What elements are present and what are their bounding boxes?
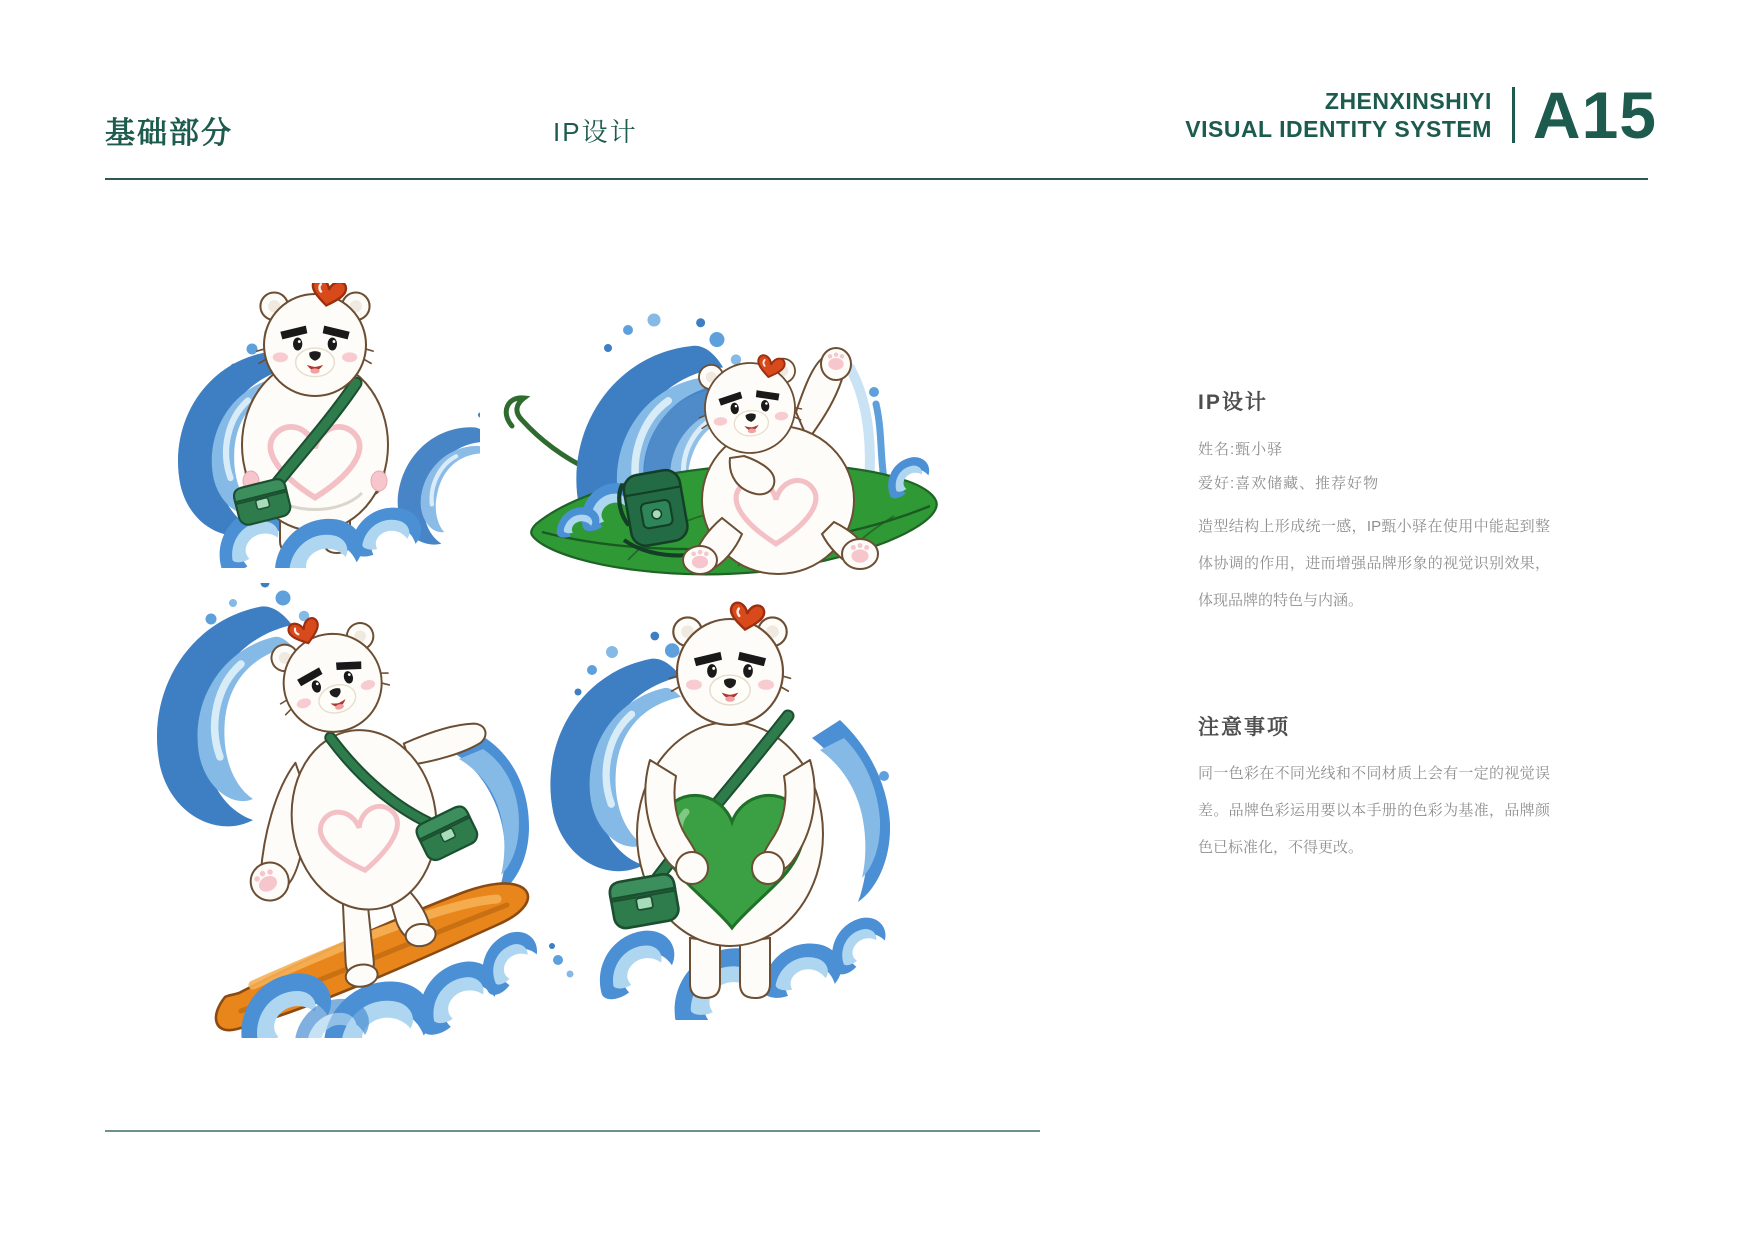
page-code: A15 bbox=[1532, 78, 1657, 152]
leaf-stem bbox=[506, 398, 590, 470]
bear-face-icon bbox=[265, 619, 400, 745]
notice-section-heading: 注意事项 bbox=[1198, 716, 1290, 739]
footer-divider-line bbox=[105, 1130, 1040, 1132]
section-label: 基础部分 bbox=[105, 117, 233, 150]
info-panel bbox=[1198, 390, 1550, 866]
mascot-surfing-illustration bbox=[145, 583, 545, 1038]
notice-description: 同一色彩在不同光线和不同材质上会有一定的视觉误差。品牌色彩运用要以本手册的色彩为基准，品牌颜色已标准化，不得更改。 bbox=[1198, 765, 1550, 856]
brand-block bbox=[1185, 78, 1657, 152]
messenger-bag-icon bbox=[608, 873, 680, 930]
mascot-standing-illustration bbox=[150, 283, 480, 568]
brand-name: ZHENXINSHIYI bbox=[1324, 88, 1492, 114]
page-title: IP设计 bbox=[553, 117, 638, 147]
mascot-green-heart-illustration bbox=[540, 570, 915, 1020]
brand-names bbox=[1185, 87, 1492, 143]
brand-subtitle: VISUAL IDENTITY SYSTEM bbox=[1185, 116, 1492, 142]
mascot-leaf-illustration bbox=[478, 308, 948, 613]
bear-face-icon bbox=[670, 617, 791, 725]
ip-description: 造型结构上形成统一感，IP甄小驿在使用中能起到整体协调的作用，进而增强品牌形象的视觉识别效果，体现品牌的特色与内涵。 bbox=[1198, 518, 1550, 609]
header-divider-line bbox=[105, 178, 1648, 180]
ip-name-line: 姓名:甄小驿 bbox=[1198, 441, 1284, 458]
brand-divider-bar bbox=[1512, 87, 1515, 143]
ip-section-heading: IP设计 bbox=[1198, 391, 1268, 414]
ip-hobby-line: 爱好:喜欢储藏、推荐好物 bbox=[1198, 475, 1380, 492]
